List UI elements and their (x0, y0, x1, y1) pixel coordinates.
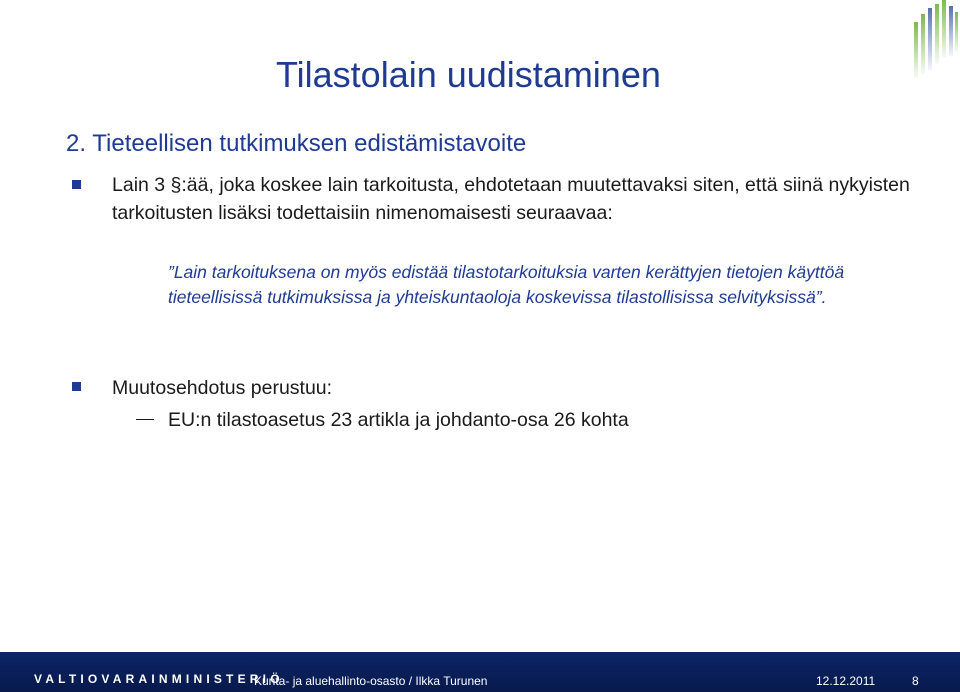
ministry-bar-logo-icon (906, 0, 960, 80)
dash-bullet-icon (136, 419, 154, 420)
footer-department: Kunta- ja aluehallinto-osasto / Ilkka Turunen (254, 674, 488, 688)
footer-date: 12.12.2011 (816, 674, 876, 688)
bullet-item-basis (72, 374, 912, 402)
law-quote: ”Lain tarkoituksena on myös edistää tilastotarkoituksia varten kerättyjen tietojen käyttöä tieteellisissä tutkimuksissa ja yhteiskuntaoloja koskevissa tilastollisissa selvityksissä”. (168, 262, 845, 307)
square-bullet-icon (72, 382, 81, 391)
bullet-text: Muutosehdotus perustuu: (112, 377, 333, 399)
slide-title: Tilastolain uudistaminen (276, 54, 661, 95)
square-bullet-icon (72, 180, 81, 189)
section-heading: 2. Tieteellisen tutkimuksen edistämistavoite (66, 130, 527, 157)
bullet-text: Lain 3 §:ää, joka koskee lain tarkoitusta, ehdotetaan muutettavaksi siten, että siinä nykyisten tarkoitusten lisäksi todettaisiin nimenomaisesti seuraavaa: (112, 174, 910, 224)
sub-bullet-item (136, 406, 896, 434)
page-number: 8 (912, 674, 919, 688)
bullet-item-law-section (72, 171, 912, 227)
footer-bar (0, 652, 960, 692)
organization-name: VALTIOVARAINMINISTERIÖ (34, 672, 284, 686)
sub-bullet-text: EU:n tilastoasetus 23 artikla ja johdanto-osa 26 kohta (168, 409, 629, 431)
